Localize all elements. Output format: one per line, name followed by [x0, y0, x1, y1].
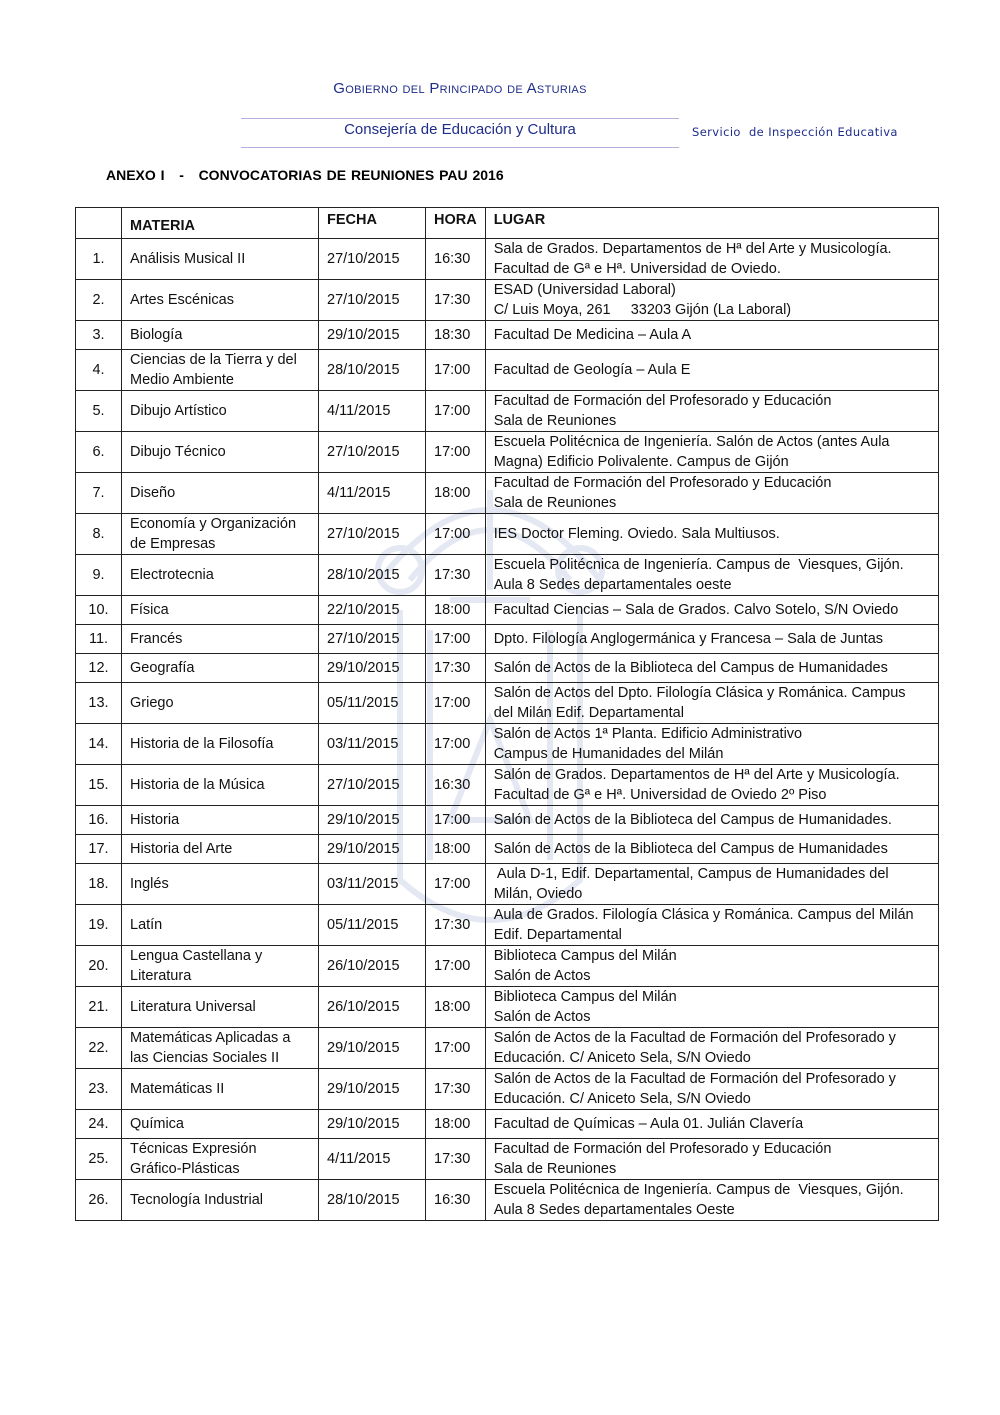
column-header-materia: MATERIA [122, 208, 319, 239]
row-number: 15. [76, 765, 122, 806]
row-number: 4. [76, 350, 122, 391]
row-materia: Química [122, 1110, 319, 1139]
row-hora: 17:30 [426, 1069, 486, 1110]
row-number: 22. [76, 1028, 122, 1069]
row-hora: 17:00 [426, 864, 486, 905]
row-number: 14. [76, 724, 122, 765]
table-row [76, 625, 939, 654]
table-row [76, 724, 939, 765]
lugar-line: Facultad de Gª e Hª. Universidad de Oviedo 2º Piso [493, 787, 827, 803]
lugar-line: Salón de Actos de la Facultad de Formación del Profesorado y [493, 1071, 896, 1087]
row-number: 7. [76, 473, 122, 514]
row-lugar [485, 683, 938, 724]
lugar-line: Salón de Actos 1ª Planta. Edificio Administrativo [493, 726, 803, 742]
row-hora: 17:00 [426, 806, 486, 835]
row-materia: Dibujo Técnico [122, 432, 319, 473]
table-row [76, 946, 939, 987]
table-row [76, 765, 939, 806]
row-fecha: 29/10/2015 [319, 806, 426, 835]
row-materia: Matemáticas Aplicadas a las Ciencias Sociales II [122, 1028, 319, 1069]
row-hora: 18:00 [426, 835, 486, 864]
lugar-line: Sala de Grados. Departamentos de Hª del Arte y Musicología. [493, 241, 892, 257]
row-materia: Historia del Arte [122, 835, 319, 864]
lugar-line: Biblioteca Campus del Milán [493, 948, 677, 964]
row-number: 1. [76, 239, 122, 280]
row-fecha: 27/10/2015 [319, 514, 426, 555]
row-hora: 17:30 [426, 555, 486, 596]
row-lugar [485, 835, 938, 864]
row-hora: 17:00 [426, 1028, 486, 1069]
lugar-line: Magna) Edificio Polivalente. Campus de Gijón [493, 454, 789, 470]
lugar-line: Sala de Reuniones [493, 1161, 617, 1177]
row-fecha: 4/11/2015 [319, 473, 426, 514]
row-number: 8. [76, 514, 122, 555]
row-fecha: 29/10/2015 [319, 1069, 426, 1110]
lugar-line: Salón de Actos [493, 968, 591, 984]
lugar-line: Salón de Actos de la Biblioteca del Campus de Humanidades [493, 660, 888, 676]
lugar-line: Escuela Politécnica de Ingeniería. Salón de Actos (antes Aula [493, 434, 890, 450]
row-hora: 16:30 [426, 239, 486, 280]
row-fecha: 27/10/2015 [319, 280, 426, 321]
row-hora: 17:00 [426, 432, 486, 473]
row-materia: Tecnología Industrial [122, 1180, 319, 1221]
lugar-line: Facultad De Medicina – Aula A [493, 327, 692, 343]
row-lugar [485, 806, 938, 835]
row-materia: Lengua Castellana y Literatura [122, 946, 319, 987]
lugar-line: Salón de Actos de la Biblioteca del Campus de Humanidades [493, 841, 888, 857]
row-lugar [485, 473, 938, 514]
lugar-line: C/ Luis Moya, 261 33203 Gijón (La Laboral) [493, 302, 792, 318]
lugar-line: IES Doctor Fleming. Oviedo. Sala Multiusos. [493, 526, 780, 542]
row-fecha: 27/10/2015 [319, 765, 426, 806]
row-hora: 17:00 [426, 514, 486, 555]
row-hora: 17:30 [426, 654, 486, 683]
table-row [76, 864, 939, 905]
row-hora: 17:00 [426, 724, 486, 765]
lugar-line: Escuela Politécnica de Ingeniería. Campus de Viesques, Gijón. [493, 1182, 904, 1198]
lugar-line: Campus de Humanidades del Milán [493, 746, 724, 762]
row-materia: Literatura Universal [122, 987, 319, 1028]
document-title: ANEXO I - CONVOCATORIAS DE REUNIONES PAU 2016 [106, 167, 504, 183]
row-fecha: 29/10/2015 [319, 1110, 426, 1139]
row-hora: 18:00 [426, 1110, 486, 1139]
row-materia: Francés [122, 625, 319, 654]
column-header-lugar: LUGAR [485, 208, 938, 239]
row-materia: Economía y Organización de Empresas [122, 514, 319, 555]
table-row [76, 555, 939, 596]
table-row [76, 1180, 939, 1221]
row-fecha: 4/11/2015 [319, 391, 426, 432]
row-materia: Griego [122, 683, 319, 724]
row-lugar [485, 1069, 938, 1110]
row-fecha: 26/10/2015 [319, 946, 426, 987]
lugar-line: Sala de Reuniones [493, 495, 617, 511]
row-number: 20. [76, 946, 122, 987]
lugar-line: ESAD (Universidad Laboral) [493, 282, 676, 298]
row-lugar [485, 625, 938, 654]
row-number: 13. [76, 683, 122, 724]
row-materia: Latín [122, 905, 319, 946]
row-fecha: 05/11/2015 [319, 905, 426, 946]
lugar-line: Facultad Ciencias – Sala de Grados. Calvo Sotelo, S/N Oviedo [493, 602, 899, 618]
lugar-line: Edif. Departamental [493, 927, 622, 943]
lugar-line: Salón de Actos de la Facultad de Formación del Profesorado y [493, 1030, 896, 1046]
lugar-line: Milán, Oviedo [493, 886, 583, 902]
row-materia: Análisis Musical II [122, 239, 319, 280]
row-materia: Matemáticas II [122, 1069, 319, 1110]
government-title: Gobierno del Principado de Asturias [333, 80, 587, 97]
table-row [76, 350, 939, 391]
table-row [76, 514, 939, 555]
column-header-hora: HORA [426, 208, 486, 239]
row-fecha: 29/10/2015 [319, 1028, 426, 1069]
row-number: 3. [76, 321, 122, 350]
lugar-line: Salón de Actos de la Biblioteca del Campus de Humanidades. [493, 812, 892, 828]
row-fecha: 27/10/2015 [319, 625, 426, 654]
row-materia: Geografía [122, 654, 319, 683]
row-number: 17. [76, 835, 122, 864]
header-rule-bottom [241, 147, 679, 148]
row-lugar [485, 321, 938, 350]
row-hora: 17:00 [426, 350, 486, 391]
lugar-line: Facultad de Formación del Profesorado y Educación [493, 1141, 832, 1157]
row-lugar [485, 765, 938, 806]
table-row [76, 473, 939, 514]
row-number: 26. [76, 1180, 122, 1221]
row-lugar [485, 280, 938, 321]
table-body [76, 239, 939, 1221]
lugar-line: Dpto. Filología Anglogermánica y Francesa – Sala de Juntas [493, 631, 884, 647]
row-fecha: 29/10/2015 [319, 654, 426, 683]
row-number: 10. [76, 596, 122, 625]
row-number: 6. [76, 432, 122, 473]
row-number: 9. [76, 555, 122, 596]
row-number: 12. [76, 654, 122, 683]
row-fecha: 28/10/2015 [319, 555, 426, 596]
row-hora: 17:00 [426, 683, 486, 724]
table-row [76, 391, 939, 432]
row-lugar [485, 596, 938, 625]
row-hora: 18:00 [426, 473, 486, 514]
table-row [76, 987, 939, 1028]
table-row [76, 806, 939, 835]
row-lugar [485, 864, 938, 905]
lugar-line: Facultad de Gª e Hª. Universidad de Oviedo. [493, 261, 781, 277]
lugar-line: Educación. C/ Aniceto Sela, S/N Oviedo [493, 1091, 751, 1107]
row-materia: Artes Escénicas [122, 280, 319, 321]
row-fecha: 28/10/2015 [319, 1180, 426, 1221]
row-hora: 17:00 [426, 946, 486, 987]
servicio-label: Servicio de Inspección Educativa [692, 125, 898, 139]
table-row [76, 239, 939, 280]
lugar-line: Salón de Grados. Departamentos de Hª del Arte y Musicología. [493, 767, 900, 783]
lugar-line: Aula 8 Sedes departamentales Oeste [493, 1202, 735, 1218]
table-row [76, 1069, 939, 1110]
lugar-line: Salón de Actos [493, 1009, 591, 1025]
row-lugar [485, 905, 938, 946]
lugar-line: Facultad de Químicas – Aula 01. Julián Clavería [493, 1116, 804, 1132]
row-hora: 18:00 [426, 987, 486, 1028]
row-fecha: 03/11/2015 [319, 864, 426, 905]
table-row [76, 432, 939, 473]
row-materia: Historia [122, 806, 319, 835]
row-number: 11. [76, 625, 122, 654]
lugar-line: Facultad de Formación del Profesorado y Educación [493, 475, 832, 491]
row-lugar [485, 1110, 938, 1139]
row-hora: 17:00 [426, 391, 486, 432]
lugar-line: Aula de Grados. Filología Clásica y Románica. Campus del Milán [493, 907, 914, 923]
row-fecha: 29/10/2015 [319, 321, 426, 350]
row-fecha: 05/11/2015 [319, 683, 426, 724]
row-materia: Técnicas Expresión Gráfico-Plásticas [122, 1139, 319, 1180]
row-lugar [485, 724, 938, 765]
table-row [76, 596, 939, 625]
table-row [76, 1110, 939, 1139]
row-number: 24. [76, 1110, 122, 1139]
row-number: 21. [76, 987, 122, 1028]
row-lugar [485, 1180, 938, 1221]
row-hora: 17:30 [426, 1139, 486, 1180]
row-hora: 16:30 [426, 765, 486, 806]
row-lugar [485, 1028, 938, 1069]
row-lugar [485, 654, 938, 683]
table-row [76, 683, 939, 724]
row-materia: Física [122, 596, 319, 625]
table-header-row [76, 208, 939, 239]
row-fecha: 29/10/2015 [319, 835, 426, 864]
row-hora: 17:30 [426, 280, 486, 321]
table-row [76, 280, 939, 321]
row-materia: Historia de la Filosofía [122, 724, 319, 765]
row-materia: Electrotecnia [122, 555, 319, 596]
table-row [76, 321, 939, 350]
meetings-table [75, 207, 939, 1221]
lugar-line: Salón de Actos del Dpto. Filología Clásica y Románica. Campus [493, 685, 906, 701]
row-fecha: 28/10/2015 [319, 350, 426, 391]
row-materia: Dibujo Artístico [122, 391, 319, 432]
row-lugar [485, 1139, 938, 1180]
table-row [76, 1028, 939, 1069]
row-materia: Ciencias de la Tierra y del Medio Ambiente [122, 350, 319, 391]
row-number: 25. [76, 1139, 122, 1180]
row-lugar [485, 391, 938, 432]
row-lugar [485, 239, 938, 280]
lugar-line: Sala de Reuniones [493, 413, 617, 429]
lugar-line: del Milán Edif. Departamental [493, 705, 684, 721]
row-fecha: 22/10/2015 [319, 596, 426, 625]
lugar-line: Biblioteca Campus del Milán [493, 989, 677, 1005]
lugar-line: Facultad de Formación del Profesorado y Educación [493, 393, 832, 409]
row-materia: Inglés [122, 864, 319, 905]
row-fecha: 27/10/2015 [319, 239, 426, 280]
lugar-line: Aula 8 Sedes departamentales oeste [493, 577, 732, 593]
table-row [76, 654, 939, 683]
consejeria-title: Consejería de Educación y Cultura [344, 121, 576, 138]
row-lugar [485, 514, 938, 555]
column-header-fecha: FECHA [319, 208, 426, 239]
table-row [76, 1139, 939, 1180]
row-fecha: 26/10/2015 [319, 987, 426, 1028]
row-lugar [485, 350, 938, 391]
row-lugar [485, 432, 938, 473]
row-fecha: 03/11/2015 [319, 724, 426, 765]
row-number: 23. [76, 1069, 122, 1110]
header-rule-top [241, 118, 679, 119]
row-hora: 18:00 [426, 596, 486, 625]
row-hora: 17:30 [426, 905, 486, 946]
row-number: 2. [76, 280, 122, 321]
row-number: 19. [76, 905, 122, 946]
row-fecha: 4/11/2015 [319, 1139, 426, 1180]
row-materia: Biología [122, 321, 319, 350]
row-lugar [485, 555, 938, 596]
row-materia: Diseño [122, 473, 319, 514]
row-hora: 18:30 [426, 321, 486, 350]
row-hora: 17:00 [426, 625, 486, 654]
column-header-number [76, 208, 122, 239]
row-lugar [485, 946, 938, 987]
row-materia: Historia de la Música [122, 765, 319, 806]
table-row [76, 835, 939, 864]
row-number: 18. [76, 864, 122, 905]
row-number: 16. [76, 806, 122, 835]
row-lugar [485, 987, 938, 1028]
table-row [76, 905, 939, 946]
lugar-line: Escuela Politécnica de Ingeniería. Campus de Viesques, Gijón. [493, 557, 904, 573]
row-number: 5. [76, 391, 122, 432]
lugar-line: Facultad de Geología – Aula E [493, 362, 691, 378]
row-fecha: 27/10/2015 [319, 432, 426, 473]
lugar-line: Aula D-1, Edif. Departamental, Campus de Humanidades del [493, 866, 889, 882]
lugar-line: Educación. C/ Aniceto Sela, S/N Oviedo [493, 1050, 751, 1066]
row-hora: 16:30 [426, 1180, 486, 1221]
